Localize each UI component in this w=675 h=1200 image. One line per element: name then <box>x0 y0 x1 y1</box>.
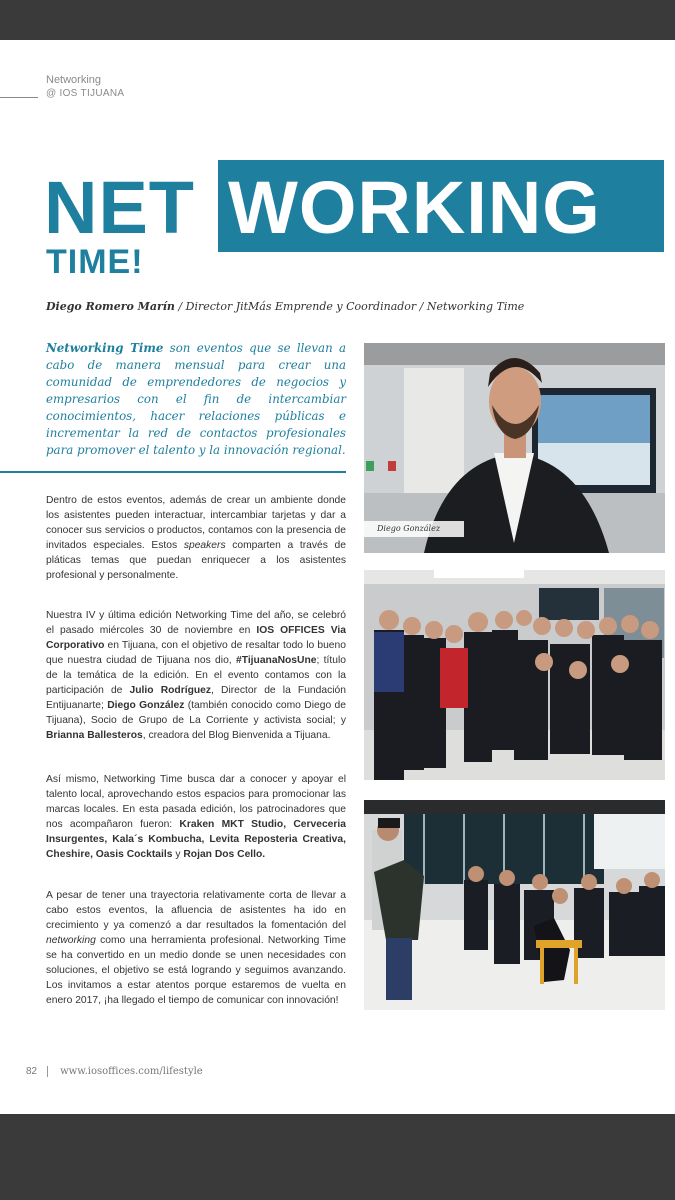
title-part-net: NET <box>44 166 195 249</box>
lead-divider <box>0 471 346 473</box>
top-frame-bar <box>0 0 675 40</box>
lead-paragraph <box>46 340 346 459</box>
section-label <box>46 73 124 101</box>
section-label-title: Networking <box>46 74 102 86</box>
photo-group <box>364 570 665 780</box>
section-divider <box>0 97 38 98</box>
p4-emphasis: networking <box>46 935 96 946</box>
author-role: / Director JitMás Emprende y Coordinador / Networking Time <box>174 300 525 313</box>
body-paragraph-1 <box>46 493 346 583</box>
p2-speaker-2: Diego González <box>107 700 185 711</box>
speaker-portrait-image <box>364 343 665 553</box>
p1-emphasis: speakers <box>183 540 226 551</box>
body-paragraph-4 <box>46 888 346 1008</box>
p3-sponsor-last: Rojan Dos Cello. <box>183 849 266 860</box>
p2-speaker-1: Julio Rodríguez <box>129 685 212 696</box>
p4-text-b: como una herramienta profesional. Networking Time se ha convertido en un medio donde se unen necesidades con soluciones, el objetivo se está logrando y seguimos avanzando. Los invitamos a estar atentos porque estaremos de vuelta en enero 2017, ¡ha llegado el tiempo de comunicar con innovación! <box>46 935 346 1006</box>
p2-text-g: , creadora del Blog Bienvenida a Tijuana. <box>142 730 331 741</box>
footer-separator <box>47 1066 48 1077</box>
byline <box>46 300 524 313</box>
lead-highlight: Networking Time <box>46 341 164 355</box>
p2-text-e: , Director de la Fundación Entijuanarte; <box>46 685 347 711</box>
photo-event-audience <box>364 800 665 1010</box>
p4-text-a: A pesar de tener una trayectoria relativamente corta de llevar a cabo estos eventos, la afluencia de asistentes ha ido en crecimiento y ya comenzó a dar resultados la fomentación del <box>46 890 346 931</box>
p2-text-d: ; título de la temática de la edición. En el evento contamos con la participación de <box>46 655 346 696</box>
page-number: 82 <box>26 1066 38 1078</box>
p3-text-c: y <box>172 849 184 860</box>
magazine-page <box>0 40 675 1114</box>
page-footer <box>26 1066 203 1077</box>
photo-speaker-portrait <box>364 343 665 553</box>
bottom-frame-bar <box>0 1114 675 1200</box>
section-label-subtitle: @ IOS TIJUANA <box>46 88 125 99</box>
p3-sponsors: Kraken MKT Studio, Cerveceria Insurgentes, Kala´s Kombucha, Levita Reposteria Creativa, Cheshire, Oasis Cocktails <box>46 819 346 860</box>
title-part-working: WORKING <box>228 166 601 249</box>
title-part-time: TIME! <box>46 243 144 281</box>
p2-text-c: en Tijuana, con el objetivo de resaltar todo lo bueno que nuestra ciudad de Tijuana nos dio, <box>46 640 346 666</box>
group-photo-image <box>364 570 665 780</box>
p3-text-a: Así mismo, Networking Time busca dar a conocer y apoyar el talento local, aprovechando estos espacios para promocionar las marcas locales. En esta pasada edición, los patrocinadores que nos acompañaron fueron: <box>46 774 346 830</box>
p2-hashtag: #TijuanaNosUne <box>235 655 317 666</box>
body-paragraph-2 <box>46 608 346 743</box>
p2-text-f: (también conocido como Diego de Tijuana), Socio de Grupo de La Corriente y activista social; y <box>46 700 346 726</box>
event-audience-image <box>364 800 665 1010</box>
lead-text: son eventos que se llevan a cabo de manera mensual para crear una comunidad de emprendedores de negocios y empresarios con el fin de intercambiar conocimientos, hacer relaciones públicas e incrementar la red de contactos profesionales para promover el talento y la innovación regional. <box>46 341 346 457</box>
body-paragraph-3 <box>46 772 346 862</box>
photo-caption: Diego González <box>377 524 441 533</box>
p2-venue: IOS OFFICES Via Corporativo <box>46 625 346 651</box>
p1-text-a: Dentro de estos eventos, además de crear un ambiente donde los asistentes pueden interactuar, intercambiar tarjetas y dar a conocer sus servicios o productos, contamos con la presencia de invitados especiales. Estos <box>46 495 346 551</box>
footer-url: www.iosoffices.com/lifestyle <box>60 1066 203 1078</box>
author-name: Diego Romero Marín <box>46 300 175 313</box>
p2-text-a: Nuestra IV y última edición Networking Time del año, se celebró el pasado miércoles 30 de noviembre en <box>46 610 346 636</box>
p1-text-b: comparten a través de pláticas temas que puedan enriquecer a los asistentes profesional y personalmente. <box>46 540 346 581</box>
p2-speaker-3: Brianna Ballesteros <box>46 730 143 741</box>
